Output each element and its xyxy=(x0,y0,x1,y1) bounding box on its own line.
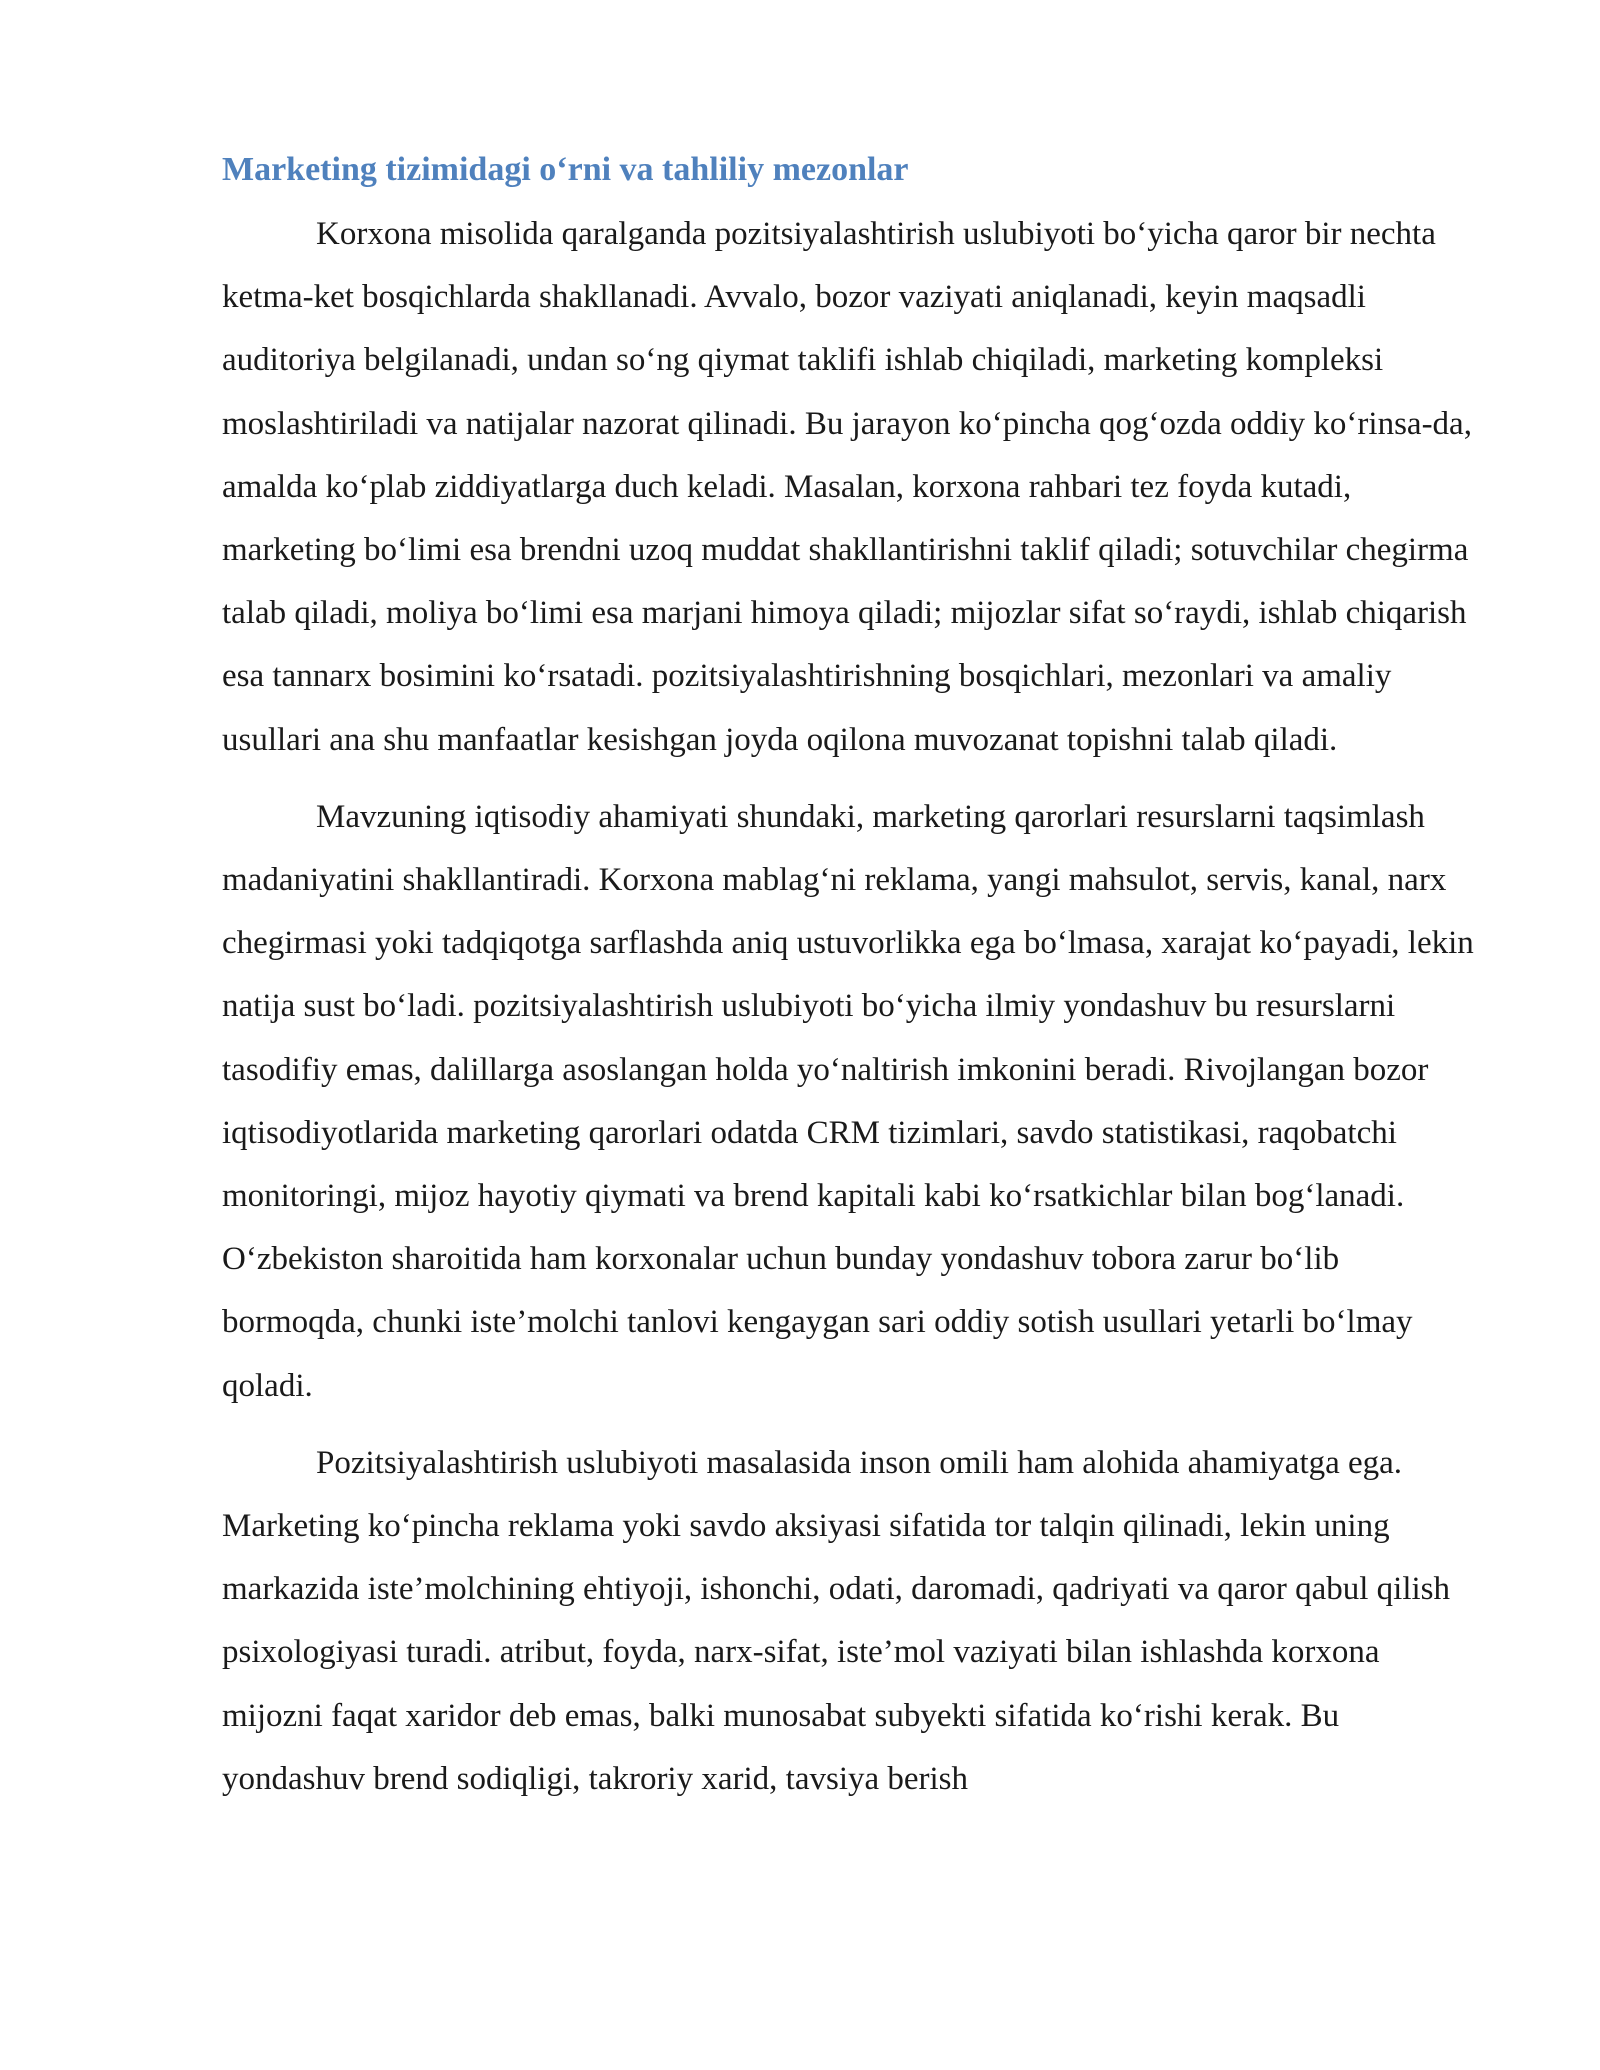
paragraph-2: Mavzuning iqtisodiy ahamiyati shundaki, marketing qarorlari resurslarni taqsimlash madaniyatini shakllantiradi. Korxona mablag‘ni reklama, yangi mahsulot, servis, kanal, narx chegirmasi yoki tadqiqotga sarflashda aniq ustuvorlikka ega bo‘lmasa, xarajat ko‘payadi, lekin natija sust bo‘ladi. pozitsiyalashtirish uslubiyoti bo‘yicha ilmiy yondashuv bu resurslarni tasodifiy emas, dalillarga asoslangan holda yo‘naltirish imkonini beradi. Rivojlangan bozor iqtisodiyotlarida marketing qarorlari odatda CRM tizimlari, savdo statistikasi, raqobatchi monitoringi, mijoz hayotiy qiymati va brend kapitali kabi ko‘rsatkichlar bilan bog‘lanadi. O‘zbekiston sharoitida ham korxonalar uchun bunday yondashuv tobora zarur bo‘lib bormoqda, chunki iste’molchi tanlovi kengaygan sari oddiy sotish usullari yetarli bo‘lmay qoladi. xyxy=(222,798,1474,1404)
paragraph-3: Pozitsiyalashtirish uslubiyoti masalasida inson omili ham alohida ahamiyatga ega. Marketing ko‘pincha reklama yoki savdo aksiyasi sifatida tor talqin qilinadi, lekin uning markazida iste’molchining ehtiyoji, ishonchi, odati, daromadi, qadriyati va qaror qabul qilish psixologiyasi turadi. atribut, foyda, narx-sifat, iste’mol vaziyati bilan ishlashda korxona mijozni faqat xaridor deb emas, balki munosabat subyekti sifatida ko‘rishi kerak. Bu yondashuv brend sodiqligi, takroriy xarid, tavsiya berish xyxy=(222,1444,1451,1797)
document-body xyxy=(222,145,1482,1825)
section-heading: Marketing tizimidagi o‘rni va tahliliy mezonlar xyxy=(222,151,909,188)
paragraph-1: Korxona misolida qaralganda pozitsiyalashtirish uslubiyoti bo‘yicha qaror bir nechta ketma-ket bosqichlarda shakllanadi. Avvalo, bozor vaziyati aniqlanadi, keyin maqsadli auditoriya belgilanadi, undan so‘ng qiymat taklifi ishlab chiqiladi, marketing kompleksi moslashtiriladi va natijalar nazorat qilinadi. Bu jarayon ko‘pincha qog‘ozda oddiy ko‘rinsa-da, amalda ko‘plab ziddiyatlarga duch keladi. Masalan, korxona rahbari tez foyda kutadi, marketing bo‘limi esa brendni uzoq muddat shakllantirishni taklif qiladi; sotuvchilar chegirma talab qiladi, moliya bo‘limi esa marjani himoya qiladi; mijozlar sifat so‘raydi, ishlab chiqarish esa tannarx bosimini ko‘rsatadi. pozitsiyalashtirishning bosqichlari, mezonlari va amaliy usullari ana shu manfaatlar kesishgan joyda oqilona muvozanat topishni talab qiladi. xyxy=(222,216,1472,758)
